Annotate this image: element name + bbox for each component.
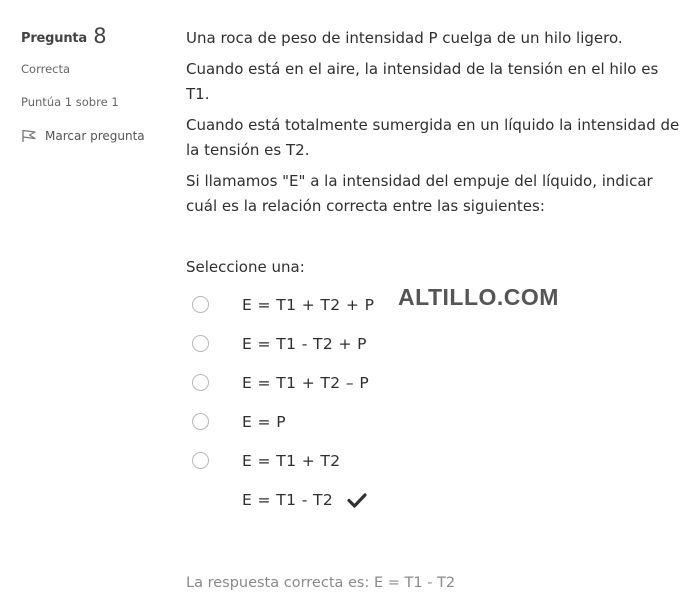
question-paragraph: Cuando está en el aire, la intensidad de la tensión en el hilo es T1.: [186, 60, 659, 103]
flag-icon: [21, 129, 37, 143]
watermark-text: ALTILLO.COM: [398, 284, 559, 310]
flag-label: Marcar pregunta: [45, 129, 145, 143]
correct-answer-feedback: La respuesta correcta es: E = T1 - T2: [186, 575, 456, 591]
radio-icon[interactable]: [192, 335, 209, 352]
answer-label: E = T1 + T2 – P: [242, 373, 370, 392]
answer-prompt: Seleccione una:: [186, 258, 305, 276]
radio-icon[interactable]: [192, 374, 209, 391]
check-icon: [347, 492, 367, 508]
flag-question-link[interactable]: [21, 129, 171, 143]
answer-label: E = T1 + T2 + P: [242, 295, 375, 314]
question-info: [21, 24, 171, 143]
answer-label: E = T1 - T2 + P: [242, 334, 367, 353]
question-paragraph: Si llamamos "E" a la intensidad del empuje del líquido, indicar cuál es la relación correcta entre las siguientes:: [186, 172, 653, 215]
radio-icon[interactable]: [192, 491, 209, 508]
question-state: Correcta: [21, 62, 71, 76]
question-number-value: 8: [93, 24, 107, 48]
answer-label: E = T1 + T2: [242, 451, 341, 470]
question-text: [186, 26, 686, 225]
question-grade: Puntúa 1 sobre 1: [21, 95, 119, 109]
answer-list: [186, 285, 686, 519]
answer-option[interactable]: [186, 402, 686, 441]
answer-label: E = P: [242, 412, 286, 431]
answer-option[interactable]: [186, 324, 686, 363]
radio-icon[interactable]: [192, 296, 209, 313]
answer-label: E = T1 - T2: [242, 490, 334, 509]
question-number: [21, 24, 171, 48]
radio-icon[interactable]: [192, 452, 209, 469]
question-paragraph: Cuando está totalmente sumergida en un líquido la intensidad de la tensión es T2.: [186, 116, 680, 159]
answer-option-correct[interactable]: [186, 480, 686, 519]
answer-option[interactable]: [186, 363, 686, 402]
answer-option[interactable]: [186, 441, 686, 480]
radio-icon[interactable]: [192, 413, 209, 430]
question-paragraph: Una roca de peso de intensidad P cuelga de un hilo ligero.: [186, 29, 623, 47]
question-label: Pregunta: [21, 31, 87, 46]
